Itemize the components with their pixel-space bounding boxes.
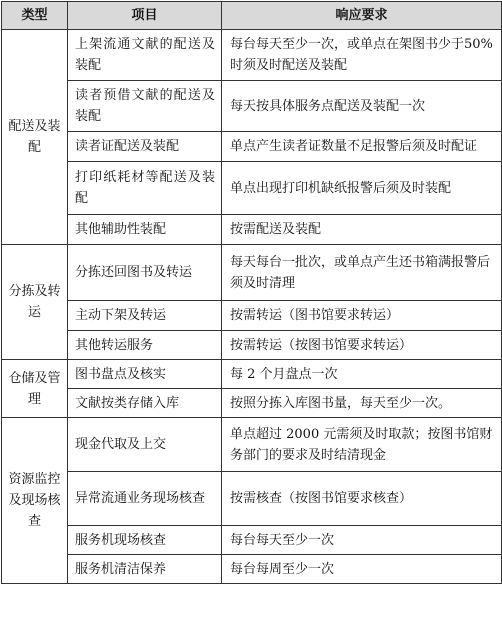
item-cell: 其他辅助性装配 xyxy=(68,215,222,245)
item-cell: 服务机现场核查 xyxy=(68,526,222,555)
response-cell: 按需转运（按图书馆要求转运） xyxy=(222,331,502,360)
response-cell: 每天按具体服务点配送及装配一次 xyxy=(222,81,502,132)
response-cell: 单点出现打印机缺纸报警后须及时装配 xyxy=(222,162,502,215)
table-row xyxy=(2,389,502,418)
table-row xyxy=(2,81,502,132)
response-cell: 按需核查（按图书馆要求核查） xyxy=(222,472,502,526)
response-cell: 按需转运（图书馆要求转运） xyxy=(222,301,502,331)
item-cell: 服务机清洁保养 xyxy=(68,555,222,584)
table-row xyxy=(2,245,502,301)
response-cell: 按需配送及装配 xyxy=(222,215,502,245)
item-cell: 读者证配送及装配 xyxy=(68,132,222,162)
table-row xyxy=(2,360,502,389)
table-row xyxy=(2,162,502,215)
category-cell: 仓储及管理 xyxy=(2,360,68,418)
item-cell: 上架流通文献的配送及装配 xyxy=(68,30,222,81)
item-cell: 读者预借文献的配送及装配 xyxy=(68,81,222,132)
category-cell: 资源监控及现场核查 xyxy=(2,418,68,584)
response-cell: 每台每周至少一次 xyxy=(222,555,502,584)
table-row xyxy=(2,418,502,472)
item-cell: 分拣还回图书及转运 xyxy=(68,245,222,301)
response-cell: 每天每台一批次，或单点产生还书箱满报警后须及时清理 xyxy=(222,245,502,301)
item-cell: 打印纸耗材等配送及装配 xyxy=(68,162,222,215)
response-cell: 每台每天至少一次，或单点在架图书少于50%时须及时配送及装配 xyxy=(222,30,502,81)
header-item: 项目 xyxy=(68,2,222,30)
category-cell: 配送及装配 xyxy=(2,30,68,245)
table-row xyxy=(2,215,502,245)
table-row xyxy=(2,555,502,584)
response-cell: 单点超过 2000 元需须及时取款；按图书馆财务部门的要求及时结清现金 xyxy=(222,418,502,472)
header-response: 响应要求 xyxy=(222,2,502,30)
item-cell: 图书盘点及核实 xyxy=(68,360,222,389)
item-cell: 现金代取及上交 xyxy=(68,418,222,472)
response-cell: 每 2 个月盘点一次 xyxy=(222,360,502,389)
table-row xyxy=(2,301,502,331)
table-row xyxy=(2,30,502,81)
header-type: 类型 xyxy=(2,2,68,30)
service-requirements-table xyxy=(1,1,502,584)
response-cell: 按照分拣入库图书量，每天至少一次。 xyxy=(222,389,502,418)
item-cell: 文献按类存储入库 xyxy=(68,389,222,418)
item-cell: 主动下架及转运 xyxy=(68,301,222,331)
table-row xyxy=(2,331,502,360)
header-row xyxy=(2,2,502,30)
response-cell: 单点产生读者证数量不足报警后须及时配证 xyxy=(222,132,502,162)
response-cell: 每台每天至少一次 xyxy=(222,526,502,555)
table-row xyxy=(2,472,502,526)
table-row xyxy=(2,526,502,555)
item-cell: 其他转运服务 xyxy=(68,331,222,360)
table-row xyxy=(2,132,502,162)
category-cell: 分拣及转运 xyxy=(2,245,68,360)
item-cell: 异常流通业务现场核查 xyxy=(68,472,222,526)
